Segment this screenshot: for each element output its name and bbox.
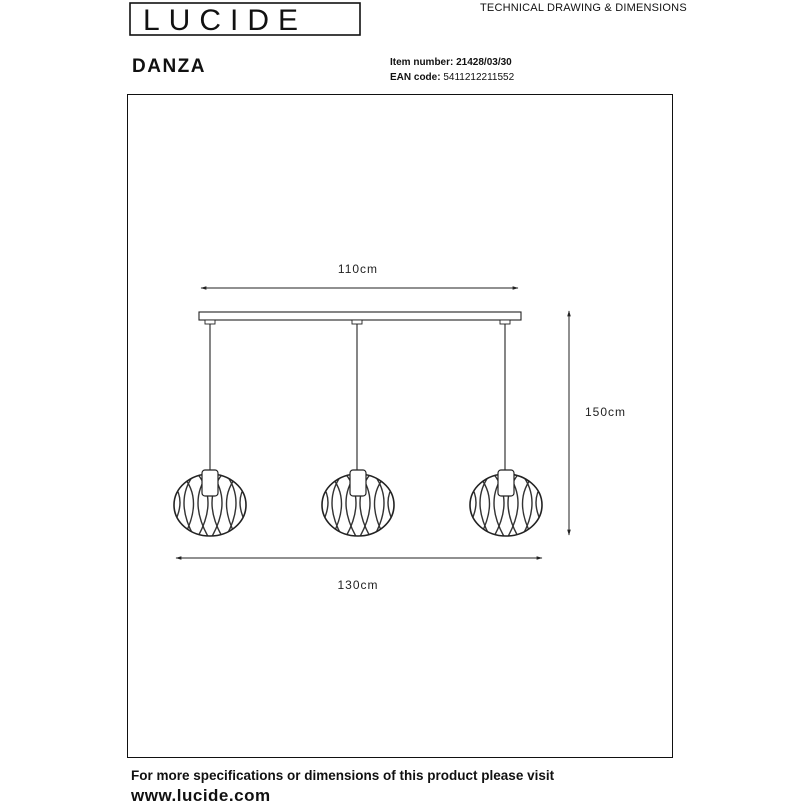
footer-note: For more specifications or dimensions of this product please visit xyxy=(131,768,555,783)
pendant-lamp-left xyxy=(170,470,250,540)
canopy-width-label: 110cm xyxy=(337,262,379,276)
pendant-lamp-middle xyxy=(318,470,398,540)
total-width-label: 130cm xyxy=(337,578,379,592)
item-number-label: Item number: xyxy=(390,57,454,68)
document-subtitle: TECHNICAL DRAWING & DIMENSIONS xyxy=(480,2,687,14)
ean-value: 5411212211552 xyxy=(443,72,515,83)
total-height-label: 150cm xyxy=(585,405,627,419)
pendant-lamp-right xyxy=(466,470,546,540)
canopy-bar xyxy=(199,312,521,320)
product-name: DANZA xyxy=(132,56,206,77)
logo-text: LUCIDE xyxy=(143,4,308,36)
ean-label: EAN code: xyxy=(390,72,441,83)
item-number-value: 21428/03/30 xyxy=(456,57,512,68)
website-link[interactable]: www.lucide.com xyxy=(131,786,271,805)
